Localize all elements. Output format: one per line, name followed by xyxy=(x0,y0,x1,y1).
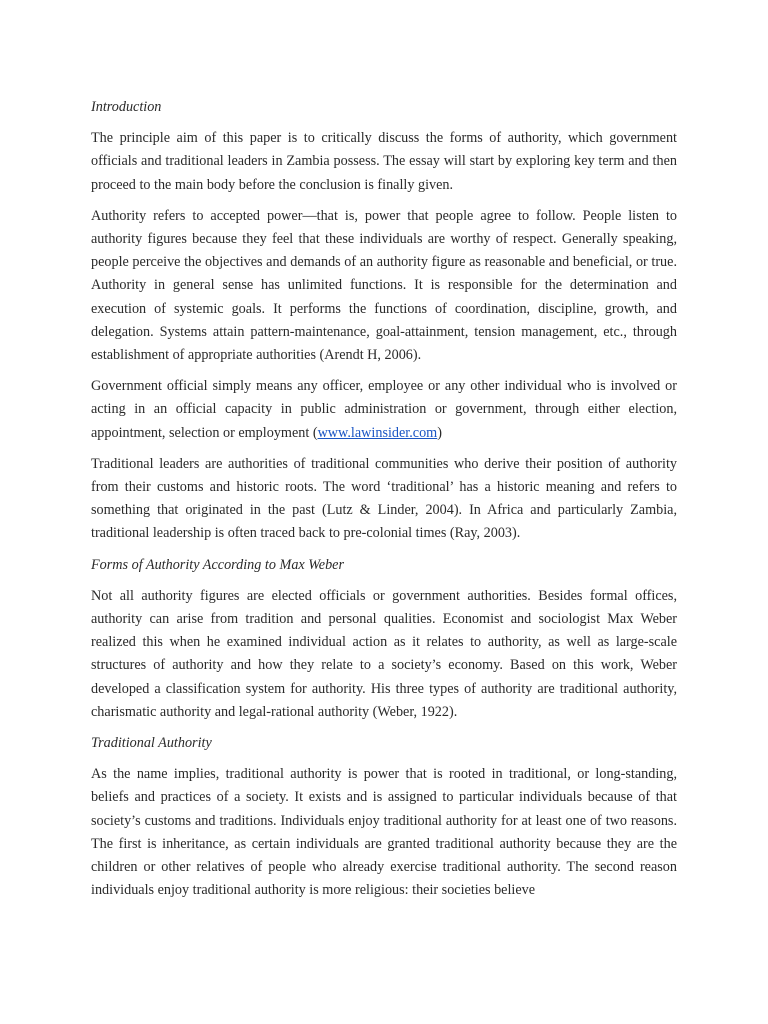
weber-heading: Forms of Authority According to Max Weber xyxy=(91,556,344,573)
traditional-authority-heading: Traditional Authority xyxy=(91,735,212,752)
government-official-text: Government official simply means any officer, employee or any other individual who is involved or acting in an official capacity in public administration or government, through either election, appointment, selection or employment ( xyxy=(91,378,677,441)
intro-paragraph-aim: The principle aim of this paper is to critically discuss the forms of authority, which government officials and traditional leaders in Zambia possess. The essay will start by exploring key term and then proceed to the main body before the conclusion is finally given. xyxy=(91,130,677,193)
lawinsider-link[interactable]: www.lawinsider.com xyxy=(317,424,438,441)
intro-paragraph-government-official xyxy=(91,375,677,445)
traditional-authority-paragraph: As the name implies, traditional authority is power that is rooted in traditional, or long-standing, beliefs and practices of a society. It exists and is assigned to particular individuals because of that society’s customs and traditions. Individuals enjoy traditional authority for at least one of two reasons. The first is inheritance, as certain individuals are granted traditional authority because they are the children or other relatives of people who already exercise traditional authority. The second reason individuals enjoy traditional authority is more religious: their societies believe xyxy=(91,766,677,899)
document-page xyxy=(91,96,677,911)
intro-paragraph-traditional-leaders: Traditional leaders are authorities of traditional communities who derive their position of authority from their customs and historic roots. The word ‘traditional’ has a historic meaning and refers to something that originated in the past (Lutz & Linder, 2004). In Africa and particularly Zambia, traditional leadership is often traced back to pre-colonial times (Ray, 2003). xyxy=(91,455,677,542)
weber-paragraph: Not all authority figures are elected officials or government authorities. Besides formal offices, authority can arise from tradition and personal qualities. Economist and sociologist Max Weber realized this when he examined individual action as it relates to authority, as well as large-scale structures of authority and how they relate to a society’s economy. Based on this work, Weber developed a classification system for authority. His three types of authority are traditional authority, charismatic authority and legal-rational authority (Weber, 1922). xyxy=(91,587,677,720)
introduction-heading: Introduction xyxy=(91,99,162,115)
intro-paragraph-authority-definition: Authority refers to accepted power—that is, power that people agree to follow. People listen to authority figures because they feel that these individuals are worthy of respect. Generally speaking, people perceive the objectives and demands of an authority figure as reasonable and beneficial, or true. Authority in general sense has unlimited functions. It is responsible for the determination and execution of systemic goals. It performs the functions of coordination, discipline, growth, and delegation. Systems attain pattern-maintenance, goal-attainment, tension management, etc., through establishment of appropriate authorities (Arendt H, 2006). xyxy=(91,207,677,364)
closing-paren: ) xyxy=(437,424,442,441)
